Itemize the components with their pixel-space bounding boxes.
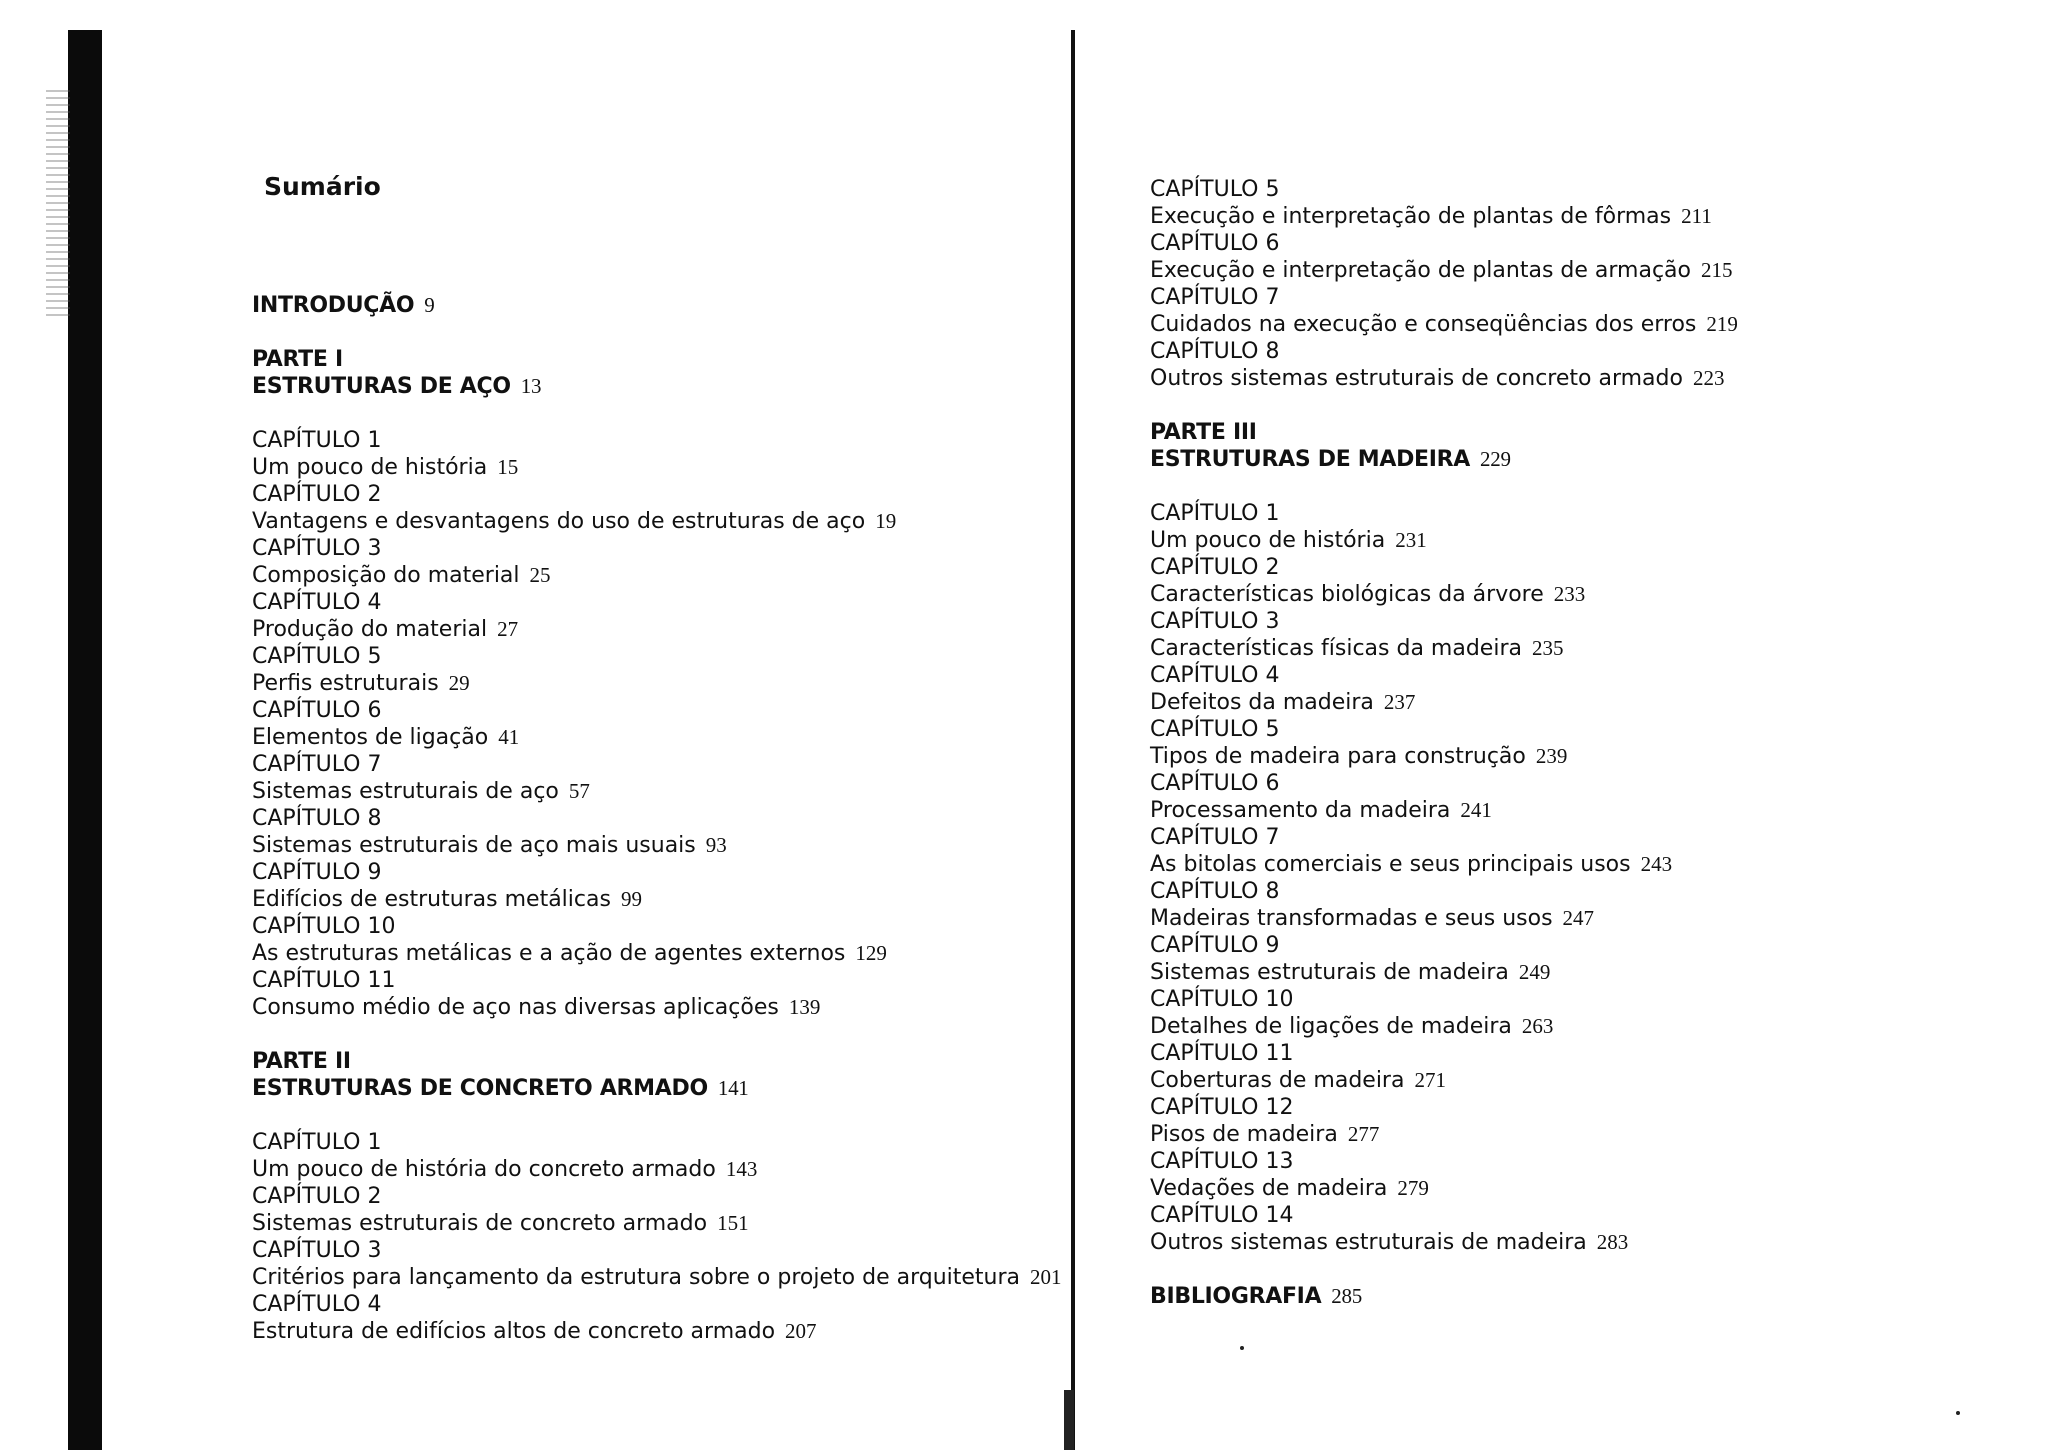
- chapter-title: Sistemas estruturais de concreto armado: [252, 1211, 708, 1236]
- book-gutter: [1071, 30, 1075, 1450]
- page-title: Sumário: [264, 172, 381, 201]
- chapter-title: Edifícios de estruturas metálicas: [252, 887, 611, 912]
- chapter-title: Outros sistemas estruturais de madeira: [1150, 1230, 1587, 1255]
- chapter-title: Cuidados na execução e conseqüências dos erros: [1150, 312, 1697, 337]
- chapter-page: 263: [1521, 1014, 1554, 1038]
- chapter-page: 223: [1692, 366, 1725, 390]
- chapter-entry[interactable]: [252, 616, 1032, 643]
- chapter-label: CAPÍTULO 11: [1150, 1041, 1294, 1066]
- chapter-label: CAPÍTULO 1: [252, 428, 382, 453]
- chapter-label: CAPÍTULO 8: [1150, 339, 1280, 364]
- chapter-title: Um pouco de história: [1150, 528, 1386, 553]
- chapter-entry[interactable]: [252, 778, 1032, 805]
- chapter-title: Madeiras transformadas e seus usos: [1150, 906, 1553, 931]
- spacer: [1150, 392, 1910, 419]
- chapter-entry[interactable]: [1150, 527, 1910, 554]
- chapter-label: CAPÍTULO 9: [1150, 933, 1280, 958]
- chapter-entry[interactable]: [252, 940, 1032, 967]
- chapter-label: CAPÍTULO 5: [1150, 717, 1280, 742]
- bibliography-page: 285: [1331, 1284, 1362, 1308]
- scan-speck: [1956, 1411, 1960, 1415]
- part-2-page: 141: [717, 1076, 749, 1100]
- chapter-title: Tipos de madeira para construção: [1150, 744, 1526, 769]
- chapter-title: Sistemas estruturais de aço mais usuais: [252, 833, 696, 858]
- chapter-page: 279: [1397, 1176, 1429, 1200]
- chapter-entry[interactable]: [252, 670, 1032, 697]
- chapter-title: Pisos de madeira: [1150, 1122, 1338, 1147]
- part-3-title-text: ESTRUTURAS DE MADEIRA: [1150, 447, 1471, 472]
- chapter-label: CAPÍTULO 14: [1150, 1203, 1294, 1228]
- bibliography-label: BIBLIOGRAFIA: [1150, 1284, 1322, 1309]
- part-3-chapter-list: [1150, 500, 1910, 1256]
- chapter-page: 99: [620, 887, 642, 911]
- chapter-label: CAPÍTULO 8: [1150, 879, 1280, 904]
- chapter-title: Coberturas de madeira: [1150, 1068, 1405, 1093]
- chapter-title: Perfis estruturais: [252, 671, 439, 696]
- chapter-label: CAPÍTULO 3: [252, 536, 382, 561]
- part-1-page: 13: [520, 374, 542, 398]
- chapter-page: 207: [785, 1319, 817, 1343]
- chapter-page: 151: [717, 1211, 749, 1235]
- chapter-label: CAPÍTULO 4: [252, 1292, 382, 1317]
- book-gutter-shadow: [1064, 1390, 1074, 1450]
- chapter-page: 15: [497, 455, 519, 479]
- chapter-entry[interactable]: [1150, 1067, 1910, 1094]
- chapter-entry[interactable]: [252, 994, 1032, 1021]
- chapter-title: Sistemas estruturais de aço: [252, 779, 559, 804]
- left-page: [252, 172, 1062, 1345]
- chapter-title: Características físicas da madeira: [1150, 636, 1522, 661]
- toc-bibliography[interactable]: [1150, 1283, 1910, 1310]
- chapter-page: 57: [568, 779, 590, 803]
- chapter-label: CAPÍTULO 3: [252, 1238, 382, 1263]
- chapter-page: 93: [705, 833, 727, 857]
- chapter-label: CAPÍTULO 1: [252, 1130, 382, 1155]
- chapter-entry[interactable]: [1150, 1121, 1910, 1148]
- scan-noise: [46, 90, 70, 320]
- chapter-page: 129: [855, 941, 887, 965]
- chapter-label: CAPÍTULO 5: [1150, 177, 1280, 202]
- chapter-label: CAPÍTULO 7: [1150, 285, 1280, 310]
- chapter-entry[interactable]: [1150, 959, 1910, 986]
- chapter-label: CAPÍTULO 5: [252, 644, 382, 669]
- chapter-title: Processamento da madeira: [1150, 798, 1451, 823]
- chapter-entry[interactable]: [1150, 743, 1910, 770]
- spacer: [252, 400, 1032, 427]
- chapter-page: 233: [1553, 582, 1586, 606]
- chapter-label: CAPÍTULO 4: [252, 590, 382, 615]
- chapter-label: CAPÍTULO 3: [1150, 609, 1280, 634]
- chapter-entry[interactable]: [1150, 851, 1910, 878]
- chapter-entry[interactable]: [252, 1156, 1032, 1183]
- chapter-label: CAPÍTULO 4: [1150, 663, 1280, 688]
- chapter-label: CAPÍTULO 10: [252, 914, 396, 939]
- chapter-title: Execução e interpretação de plantas de armação: [1150, 258, 1691, 283]
- spacer: [252, 1102, 1032, 1129]
- scan-border-left: [68, 30, 102, 1450]
- toc-introduction[interactable]: [252, 292, 1032, 319]
- chapter-title: Estrutura de edifícios altos de concreto armado: [252, 1319, 776, 1344]
- chapter-entry[interactable]: [252, 1210, 1032, 1237]
- chapter-entry[interactable]: [252, 724, 1032, 751]
- introduction-label: INTRODUÇÃO: [252, 293, 415, 318]
- chapter-page: 235: [1531, 636, 1564, 660]
- chapter-title: Um pouco de história do concreto armado: [252, 1157, 716, 1182]
- chapter-entry[interactable]: [252, 454, 1032, 481]
- chapter-label: CAPÍTULO 7: [252, 752, 382, 777]
- chapter-title: Sistemas estruturais de madeira: [1150, 960, 1509, 985]
- chapter-entry[interactable]: [252, 562, 1032, 589]
- spacer: [252, 1021, 1032, 1048]
- chapter-title: Características biológicas da árvore: [1150, 582, 1544, 607]
- chapter-title: Defeitos da madeira: [1150, 690, 1374, 715]
- part-2-title[interactable]: [252, 1075, 1032, 1102]
- chapter-title: Vantagens e desvantagens do uso de estruturas de aço: [252, 509, 866, 534]
- chapter-entry[interactable]: [1150, 1175, 1910, 1202]
- scan-speck: [1240, 1346, 1244, 1350]
- chapter-entry[interactable]: [1150, 635, 1910, 662]
- chapter-page: 247: [1562, 906, 1595, 930]
- chapter-title: Elementos de ligação: [252, 725, 489, 750]
- chapter-entry[interactable]: [252, 1318, 1032, 1345]
- chapter-entry[interactable]: [252, 832, 1032, 859]
- chapter-entry[interactable]: [252, 1264, 1062, 1291]
- spacer: [252, 319, 1032, 346]
- chapter-label: CAPÍTULO 2: [1150, 555, 1280, 580]
- chapter-label: CAPÍTULO 6: [252, 698, 382, 723]
- chapter-page: 283: [1596, 1230, 1629, 1254]
- chapter-label: CAPÍTULO 6: [1150, 231, 1280, 256]
- chapter-entry[interactable]: [252, 508, 1032, 535]
- chapter-page: 19: [875, 509, 897, 533]
- chapter-title: Execução e interpretação de plantas de fôrmas: [1150, 204, 1672, 229]
- chapter-entry[interactable]: [1150, 365, 1910, 392]
- chapter-label: CAPÍTULO 6: [1150, 771, 1280, 796]
- chapter-label: CAPÍTULO 13: [1150, 1149, 1294, 1174]
- chapter-title: As bitolas comerciais e seus principais usos: [1150, 852, 1631, 877]
- chapter-title: Consumo médio de aço nas diversas aplicações: [252, 995, 779, 1020]
- chapter-entry[interactable]: [1150, 1013, 1910, 1040]
- chapter-page: 231: [1395, 528, 1427, 552]
- chapter-page: 219: [1706, 312, 1738, 336]
- chapter-title: Detalhes de ligações de madeira: [1150, 1014, 1512, 1039]
- chapter-page: 243: [1640, 852, 1673, 876]
- chapter-label: CAPÍTULO 11: [252, 968, 396, 993]
- part-3-page: 229: [1480, 447, 1511, 471]
- part-2-chapter-list: [252, 1129, 1062, 1345]
- part-1-chapter-list: [252, 427, 1032, 1021]
- chapter-title: Um pouco de história: [252, 455, 488, 480]
- right-page: [1150, 176, 1910, 1310]
- chapter-page: 239: [1535, 744, 1568, 768]
- chapter-entry[interactable]: [1150, 797, 1910, 824]
- chapter-page: 277: [1347, 1122, 1380, 1146]
- chapter-entry[interactable]: [1150, 203, 1910, 230]
- chapter-title: Produção do material: [252, 617, 488, 642]
- part-1-title-text: ESTRUTURAS DE AÇO: [252, 374, 511, 399]
- part-2-continued-chapter-list: [1150, 176, 1910, 392]
- part-1-label: PARTE I: [252, 347, 343, 372]
- chapter-title: As estruturas metálicas e a ação de agentes externos: [252, 941, 846, 966]
- part-2-label: PARTE II: [252, 1049, 351, 1074]
- spacer: [1150, 473, 1910, 500]
- chapter-label: CAPÍTULO 8: [252, 806, 382, 831]
- chapter-page: 201: [1030, 1265, 1062, 1289]
- chapter-label: CAPÍTULO 9: [252, 860, 382, 885]
- introduction-page: 9: [424, 293, 435, 317]
- part-3-title[interactable]: [1150, 446, 1910, 473]
- chapter-title: Composição do material: [252, 563, 520, 588]
- chapter-label: CAPÍTULO 7: [1150, 825, 1280, 850]
- chapter-label: CAPÍTULO 1: [1150, 501, 1280, 526]
- chapter-title: Outros sistemas estruturais de concreto armado: [1150, 366, 1683, 391]
- chapter-label: CAPÍTULO 12: [1150, 1095, 1294, 1120]
- spacer: [1150, 1256, 1910, 1283]
- chapter-label: CAPÍTULO 2: [252, 1184, 382, 1209]
- part-2-title-text: ESTRUTURAS DE CONCRETO ARMADO: [252, 1076, 708, 1101]
- chapter-entry[interactable]: [1150, 311, 1910, 338]
- chapter-entry[interactable]: [1150, 257, 1910, 284]
- chapter-label: CAPÍTULO 2: [252, 482, 382, 507]
- chapter-title: Critérios para lançamento da estrutura sobre o projeto de arquitetura: [252, 1265, 1021, 1290]
- chapter-page: 143: [725, 1157, 758, 1181]
- chapter-title: Vedações de madeira: [1150, 1176, 1388, 1201]
- chapter-page: 29: [448, 671, 470, 695]
- chapter-page: 139: [788, 995, 821, 1019]
- chapter-page: 25: [529, 563, 551, 587]
- chapter-page: 215: [1700, 258, 1733, 282]
- chapter-entry[interactable]: [1150, 689, 1910, 716]
- chapter-label: CAPÍTULO 10: [1150, 987, 1294, 1012]
- chapter-page: 249: [1518, 960, 1551, 984]
- chapter-page: 27: [497, 617, 519, 641]
- chapter-page: 241: [1460, 798, 1492, 822]
- chapter-entry[interactable]: [1150, 905, 1910, 932]
- chapter-entry[interactable]: [252, 886, 1032, 913]
- chapter-page: 237: [1383, 690, 1416, 714]
- part-1-title[interactable]: [252, 373, 1032, 400]
- chapter-entry[interactable]: [1150, 1229, 1910, 1256]
- chapter-entry[interactable]: [1150, 581, 1910, 608]
- part-3-label: PARTE III: [1150, 420, 1257, 445]
- chapter-page: 41: [498, 725, 520, 749]
- chapter-page: 211: [1681, 204, 1712, 228]
- chapter-page: 271: [1414, 1068, 1446, 1092]
